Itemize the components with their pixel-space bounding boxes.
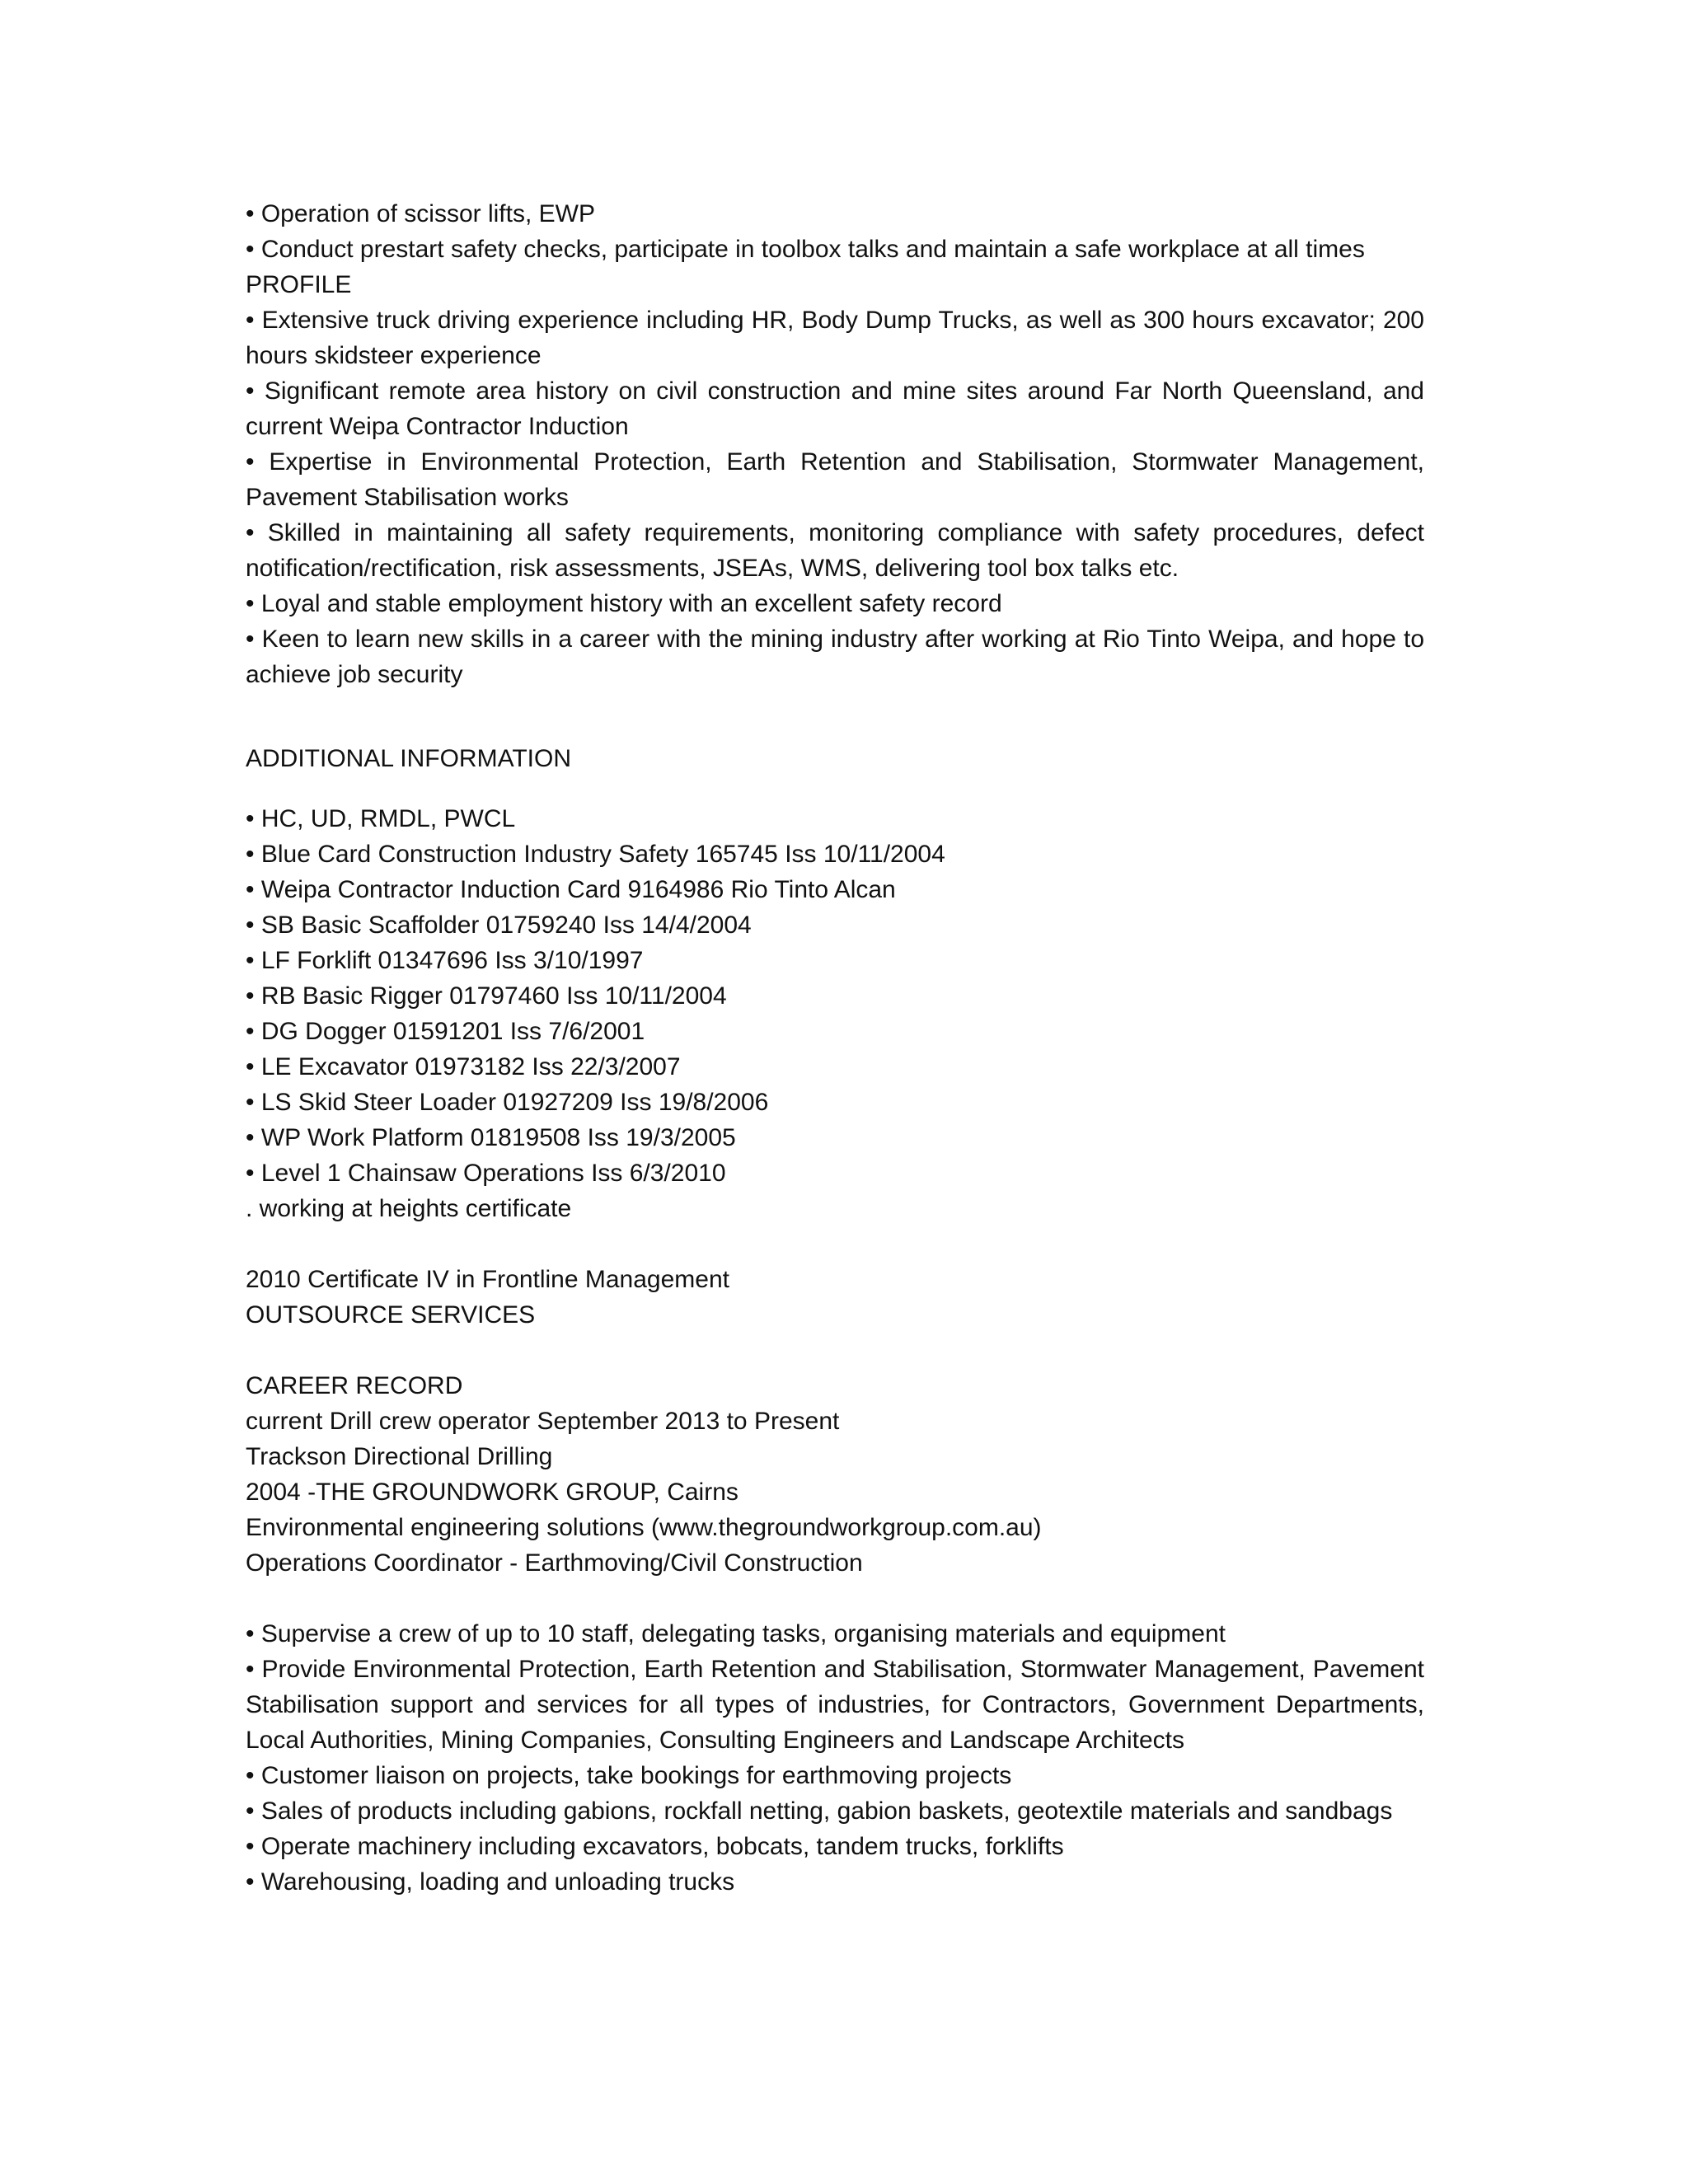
profile-bullet: • Extensive truck driving experience including HR, Body Dump Trucks, as well as 300 hours excavator; 200 hours skidsteer experience [246,307,1424,369]
additional-information-section [246,741,1424,1226]
profile-section [246,267,1424,692]
career-bullet: • Warehousing, loading and unloading trucks [246,1868,735,1896]
license-item: • SB Basic Scaffolder 01759240 Iss 14/4/2004 [246,912,752,939]
profile-bullet: • Skilled in maintaining all safety requirements, monitoring compliance with safety procedures, defect notification/rectification, risk assessments, JSEAs, WMS, delivering tool box talks etc. [246,519,1424,582]
license-item: • HC, UD, RMDL, PWCL [246,805,516,832]
career-bullet: • Supervise a crew of up to 10 staff, delegating tasks, organising materials and equipment [246,1620,1226,1647]
education-line: 2010 Certificate IV in Frontline Management [246,1266,729,1293]
license-item: • LF Forklift 01347696 Iss 3/10/1997 [246,947,644,974]
profile-bullet: • Loyal and stable employment history with an excellent safety record [246,590,1002,617]
license-item: • Level 1 Chainsaw Operations Iss 6/3/2010 [246,1160,726,1187]
career-bullet: • Operate machinery including excavators, bobcats, tandem trucks, forklifts [246,1833,1064,1860]
career-line: Operations Coordinator - Earthmoving/Civil Construction [246,1549,863,1577]
additional-information-heading: ADDITIONAL INFORMATION [246,745,572,772]
career-bullet: • Customer liaison on projects, take bookings for earthmoving projects [246,1762,1012,1789]
resume-body [246,196,1424,1900]
career-line: 2004 -THE GROUNDWORK GROUP, Cairns [246,1479,738,1506]
education-section [246,1262,1424,1333]
profile-bullet: • Keen to learn new skills in a career with the mining industry after working at Rio Tinto Weipa, and hope to achieve job security [246,626,1424,688]
license-item: • LS Skid Steer Loader 01927209 Iss 19/8/2006 [246,1089,769,1116]
profile-bullet: • Expertise in Environmental Protection, Earth Retention and Stabilisation, Stormwater Management, Pavement Stabilisation works [246,448,1424,511]
license-item: • LE Excavator 01973182 Iss 22/3/2007 [246,1053,681,1080]
bullet-item: • Conduct prestart safety checks, participate in toolbox talks and maintain a safe workplace at all times [246,236,1365,263]
education-line: OUTSOURCE SERVICES [246,1301,536,1329]
profile-heading: PROFILE [246,271,352,298]
license-item: • DG Dogger 01591201 Iss 7/6/2001 [246,1018,645,1045]
license-item: . working at heights certificate [246,1195,572,1222]
license-item: • RB Basic Rigger 01797460 Iss 10/11/2004 [246,982,727,1010]
career-record-section [246,1368,1424,1900]
license-item: • WP Work Platform 01819508 Iss 19/3/2005 [246,1124,736,1151]
career-line: Trackson Directional Drilling [246,1443,553,1470]
license-item: • Weipa Contractor Induction Card 9164986 Rio Tinto Alcan [246,876,896,903]
career-line: current Drill crew operator September 2013 to Present [246,1408,840,1435]
license-item: • Blue Card Construction Industry Safety 165745 Iss 10/11/2004 [246,841,945,868]
profile-bullet: • Significant remote area history on civil construction and mine sites around Far North Queensland, and current Weipa Contractor Induction [246,377,1424,440]
top-bullets [246,196,1424,267]
career-bullet: • Provide Environmental Protection, Earth Retention and Stabilisation, Stormwater Management, Pavement Stabilisation support and services for all types of industries, for Contractors, Government Departments, Local Authorities, Mining Companies, Consulting Engineers and Landscape Architects [246,1656,1424,1754]
bullet-item: • Operation of scissor lifts, EWP [246,200,595,227]
career-record-heading: CAREER RECORD [246,1372,463,1399]
career-line: Environmental engineering solutions (www.thegroundworkgroup.com.au) [246,1514,1042,1541]
career-bullet: • Sales of products including gabions, rockfall netting, gabion baskets, geotextile materials and sandbags [246,1797,1393,1825]
